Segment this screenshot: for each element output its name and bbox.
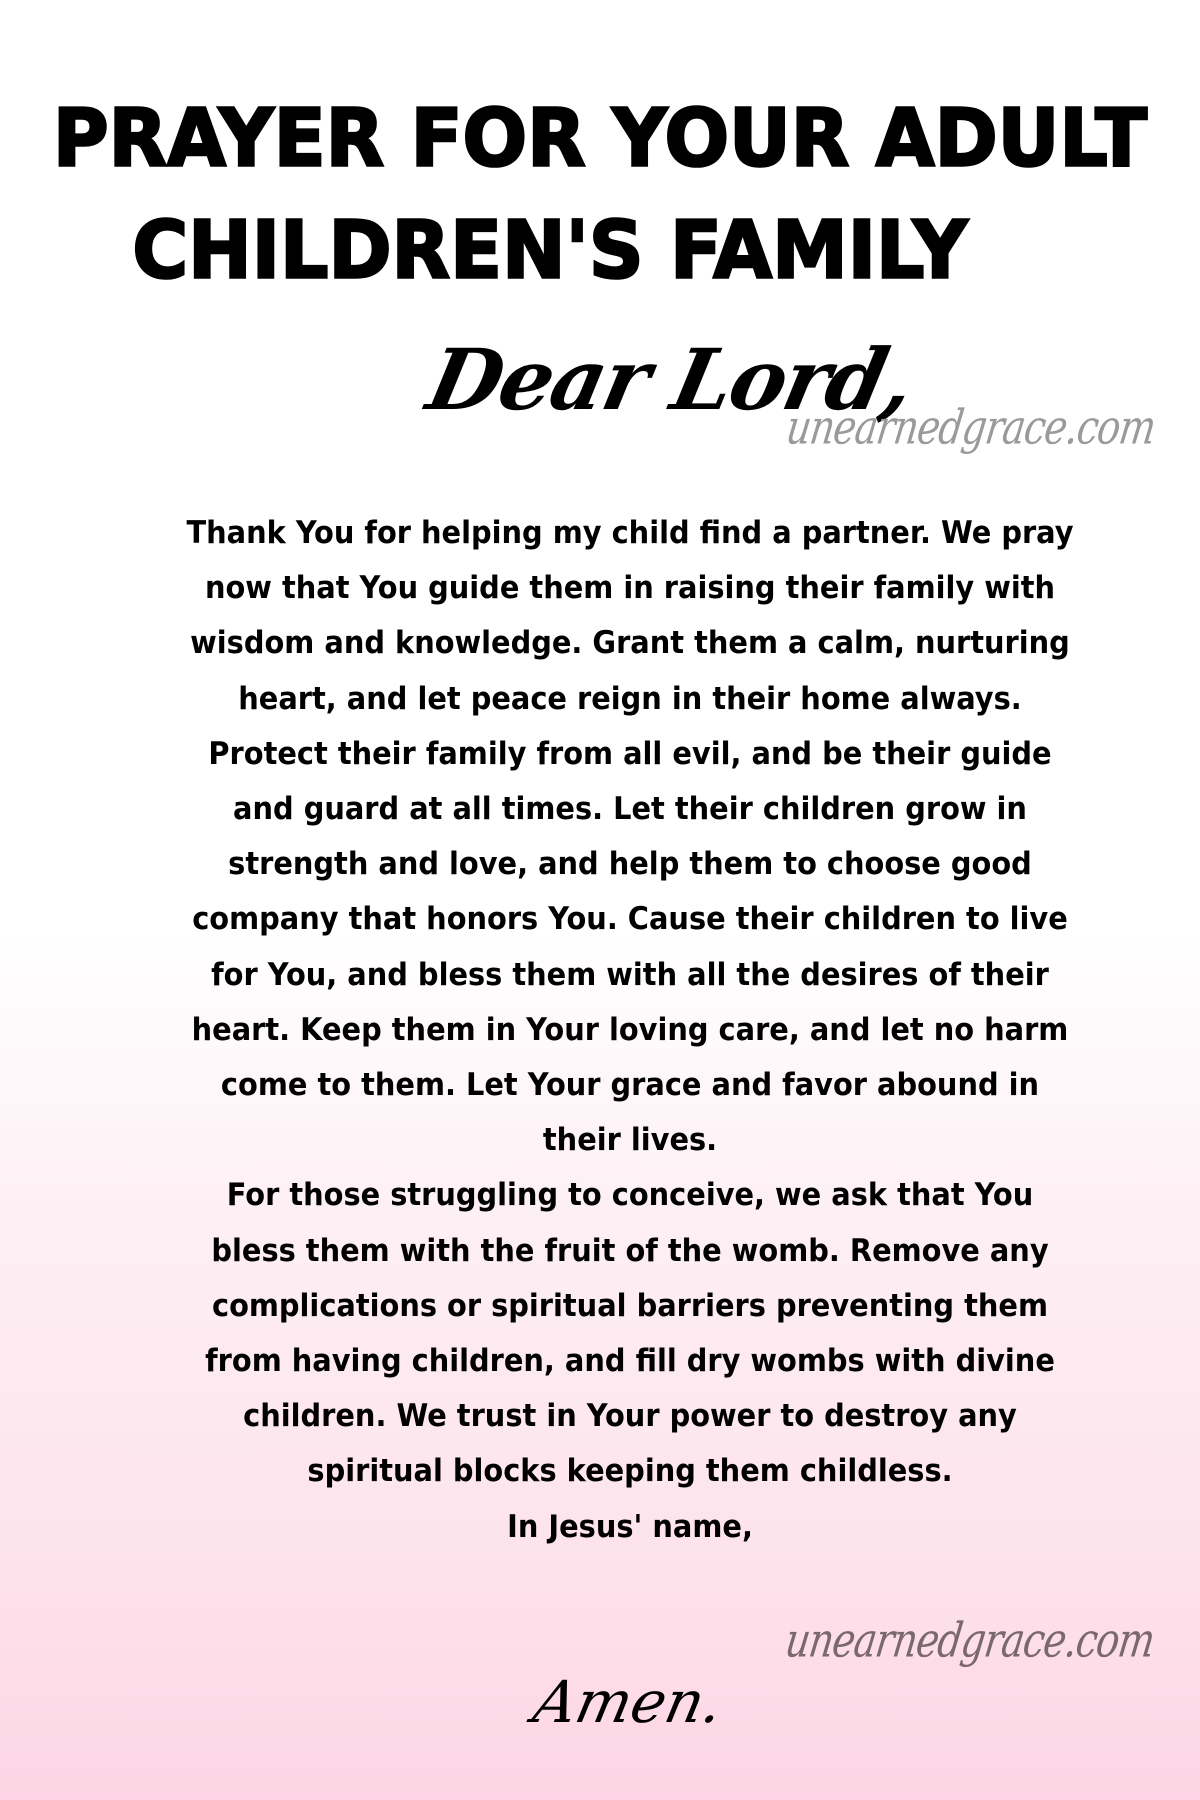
paragraph-protection: Protect their family from all evil, and be their guide and guard at all times. Let their children grow in strength and love, and help them to choose good company that honors You. Cause their children to live for You, and bless them with all the desires of their heart. Keep them in Your loving care, and let no harm come to them. Let Your grace and favor abound in their lives. [191, 735, 1069, 1159]
paragraph-in-jesus-name: In Jesus' name, [507, 1508, 753, 1545]
closing-amen: Amen. [527, 1668, 730, 1736]
watermark-top: unearnedgrace.com [783, 399, 1159, 455]
title-line-2: CHILDREN'S FAMILY [132, 202, 968, 297]
paragraph-gratitude: Thank You for helping my child find a partner. We pray now that You guide them in raising their family with wisdom and knowledge. Grant them a calm, nurturing heart, and let peace reign in their home always. [186, 515, 1074, 717]
title-line-1: PRAYER FOR YOUR ADULT [52, 90, 1148, 185]
greeting: Dear Lord, [419, 330, 923, 429]
watermark-bottom: unearnedgrace.com [782, 1612, 1158, 1668]
paragraph-conception: For those struggling to conceive, we ask that You bless them with the fruit of the womb. Remove any complications or spiritual barriers preventing them from having children, and fill dry wombs with divine children. We trust in Your power to destroy any spiritual blocks keeping them childless. [205, 1177, 1055, 1490]
prayer-body [184, 506, 1077, 1555]
